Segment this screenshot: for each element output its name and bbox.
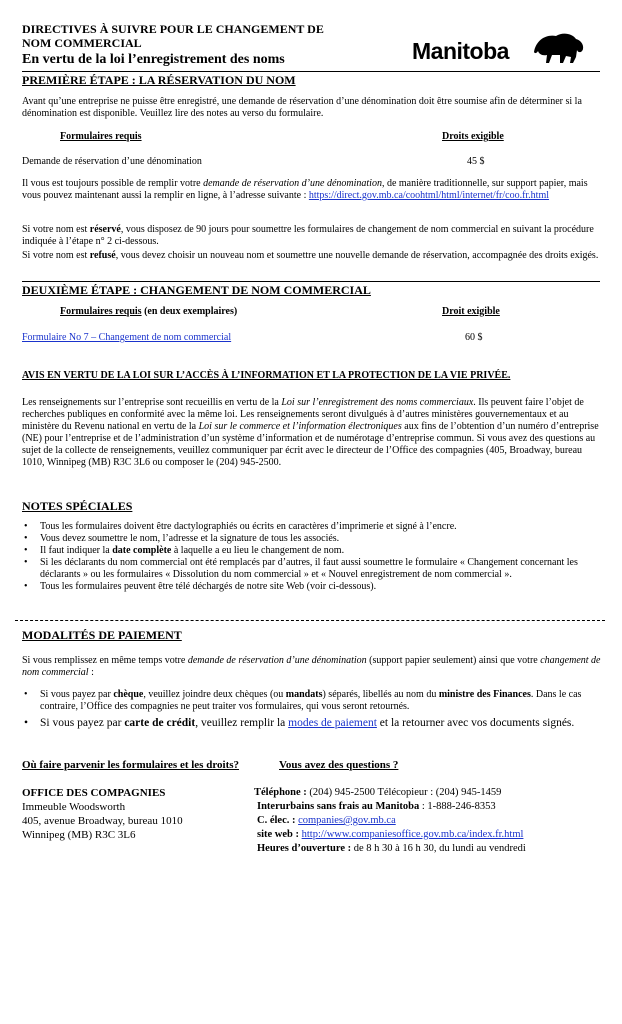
cheque-text-bold3: ministre des Finances xyxy=(438,689,531,700)
note-item3-bold: date complète xyxy=(112,545,172,556)
step1-col-fee: Droits exigible xyxy=(442,131,504,142)
privacy-text-law2: Loi sur le commerce et l’information électroniques xyxy=(198,421,402,432)
phone-label: Téléphone : xyxy=(254,787,307,798)
payment-intro-a: Si vous remplissez en même temps votre xyxy=(22,655,188,666)
note-item: • Tous les formulaires doivent être dactylographiés ou écrits en caractères d’imprimerie et signé à l’encre. xyxy=(22,521,602,533)
privacy-text-law1: Loi sur l’enregistrement des noms commerciaux xyxy=(281,397,474,408)
step1-row-fee: 45 $ xyxy=(467,156,485,167)
address-line: Immeuble Woodsworth xyxy=(22,801,126,813)
cheque-text-a: Si vous payez par xyxy=(40,689,114,700)
reserved-text-a: Si votre nom est xyxy=(22,224,90,235)
doc-title xyxy=(22,22,324,50)
card-text-bold: carte de crédit xyxy=(124,717,196,729)
step1-row-form: Demande de réservation d’une dénomination xyxy=(22,156,202,167)
website-line xyxy=(254,828,526,842)
refused-text-c: , vous devez choisir un nouveau nom et soumettre une nouvelle demande de réservation, accompagnée des droits exigés. xyxy=(115,250,599,261)
cheque-text-bold2: mandats xyxy=(285,689,323,700)
address-line: 405, avenue Broadway, bureau 1010 xyxy=(22,815,183,827)
doc-subtitle: En vertu de la loi l’enregistrement des noms xyxy=(22,52,285,67)
where-heading: Où faire parvenir les formulaires et les droits? xyxy=(22,759,240,771)
step1-col-forms: Formulaires requis xyxy=(60,131,142,142)
office-address xyxy=(22,786,183,842)
website-link[interactable]: http://www.companiesoffice.gov.mb.ca/index.fr.html xyxy=(301,829,524,840)
online-text-italic: demande de réservation d’une dénomination xyxy=(203,178,382,189)
privacy-text-a: Les renseignements sur l’entreprise sont recueillis en vertu de la xyxy=(22,397,282,408)
office-name: OFFICE DES COMPAGNIES xyxy=(22,787,166,799)
card-text-c: , veuillez remplir la xyxy=(195,717,289,729)
payment-cheque-item xyxy=(22,689,602,713)
refused-text-bold: refusé xyxy=(89,250,116,261)
contact-info xyxy=(254,786,526,856)
payment-intro-c: : xyxy=(88,667,94,678)
cheque-text-e: ) séparés, libellés au nom du xyxy=(322,689,439,700)
tollfree-line xyxy=(254,800,526,814)
address-line: Winnipeg (MB) R3C 3L6 xyxy=(22,829,136,841)
notes-list xyxy=(22,521,602,593)
email-label: C. élec. : xyxy=(257,815,296,826)
cheque-text-bold1: chèque xyxy=(113,689,144,700)
note-item: • Vous devez soumettre le nom, l’adresse et la signature de tous les associés. xyxy=(22,533,602,545)
payment-methods-link[interactable]: modes de paiement xyxy=(288,717,377,729)
step1-heading: PREMIÈRE ÉTAPE : LA RÉSERVATION DU NOM xyxy=(22,73,296,87)
note-item: • Si les déclarants du nom commercial ont été remplacés par d’autres, il faut aussi soumettre le formulaire « Changement concernant les déclarants » ou les formulaires « Dissolution du nom commercial » et « Nouvel enregistrement de nom commercial ». xyxy=(22,557,602,581)
payment-list xyxy=(22,689,602,730)
refused-text-a: Si votre nom est xyxy=(22,250,90,261)
bison-icon xyxy=(530,30,586,64)
doc-title-line2: NOM COMMERCIAL xyxy=(22,36,142,50)
step2-col-fee: Droit exigible xyxy=(442,306,500,317)
payment-intro xyxy=(22,655,602,679)
step2-col-forms-label: Formulaires requis xyxy=(60,306,142,317)
note-item: • Tous les formulaires peuvent être télé déchargés de notre site Web (voir ci-dessous). xyxy=(22,581,602,593)
tollfree-number: : 1-888-246-8353 xyxy=(419,801,496,812)
step2-col-forms-note: (en deux exemplaires) xyxy=(141,306,238,317)
step2-col-forms xyxy=(60,306,237,318)
phone-number: (204) 945-2500 Télécopieur : (204) 945-1459 xyxy=(306,787,502,798)
card-text-d: et la retourner avec vos documents signés. xyxy=(376,717,575,729)
payment-intro-b: (support papier seulement) ainsi que votre xyxy=(366,655,541,666)
doc-title-line1: DIRECTIVES À SUIVRE POUR LE CHANGEMENT DE xyxy=(22,22,324,36)
online-reservation-link[interactable]: https://direct.gov.mb.ca/coohtml/html/internet/fr/coo.fr.html xyxy=(308,190,550,201)
note-item3-c: à laquelle a eu lieu le changement de nom. xyxy=(171,545,345,556)
online-text-b: , de manière traditionnelle, sur support papier, mais vous pouvez maintenant aussi la remplir en ligne, à l’adresse suivante : xyxy=(22,178,588,201)
payment-card-item xyxy=(22,716,602,730)
hours-value: de 8 h 30 à 16 h 30, du lundi au vendredi xyxy=(351,843,526,854)
email-line xyxy=(254,814,526,828)
step1-intro: Avant qu’une entreprise ne puisse être enregistré, une demande de réservation d’une dénomination doit être soumise afin de déterminer si la dénomination est disponible. Veuillez lire des notes au verso du formulaire. xyxy=(22,96,582,119)
manitoba-logo-text: Manitoba xyxy=(412,38,509,64)
website-label: site web : xyxy=(257,829,299,840)
privacy-text-c: aux fins de l’obtention d’un numéro d’entreprise (NE) pour l’entreprise et de l’administration d’un système d’information et de numérotage d’entreprise commun. Si vous avez des questions au sujet de la collecte de renseignements, veuillez communiquer par écrit avec le directeur de l’Office des compagnies (405, Broadway, bureau 1010, Winnipeg (MB) R3C 3L6 ou composer le (204) 945-2500. xyxy=(22,421,599,468)
note-item xyxy=(22,545,602,557)
step2-row-fee: 60 $ xyxy=(465,332,483,343)
online-text-a: Il vous est toujours possible de remplir votre xyxy=(22,178,204,189)
notes-heading: NOTES SPÉCIALES xyxy=(22,499,133,513)
manitoba-logo xyxy=(412,30,587,70)
privacy-text xyxy=(22,397,602,469)
payment-intro-italic1: demande de réservation d’une dénomination xyxy=(187,655,367,666)
cheque-text-c: , veuillez joindre deux chèques (ou xyxy=(143,689,286,700)
step1-online-text xyxy=(22,178,602,202)
reserved-text-c: , vous disposez de 90 jours pour soumettre les formulaires de changement de nom commercial en suivant la procédure indiquée à l’étape n° 2 ci-dessous. xyxy=(22,224,594,247)
privacy-text-b: . Ils peuvent faire l’objet de recherches publiques en conformité avec la même loi. Les renseignements seront divulgués à d’autres ministères gouvernementaux et au ministère du Revenu national en vertu de la xyxy=(22,397,584,432)
step2-heading: DEUXIÈME ÉTAPE : CHANGEMENT DE NOM COMMERCIAL xyxy=(22,283,371,297)
email-link[interactable]: companies@gov.mb.ca xyxy=(298,815,396,826)
form-7-link[interactable]: Formulaire No 7 – Changement de nom commercial xyxy=(22,332,232,343)
cheque-text-g: . Dans le cas contraire, l’Office des compagnies ne peut traiter vos formulaires, qui vous seront retournés. xyxy=(40,689,582,712)
questions-heading: Vous avez des questions ? xyxy=(279,759,399,771)
tollfree-label: Interurbains sans frais au Manitoba xyxy=(257,801,420,812)
payment-heading: MODALITÉS DE PAIEMENT xyxy=(22,628,182,642)
reserved-text-bold: réservé xyxy=(89,224,121,235)
privacy-heading: AVIS EN VERTU DE LA LOI SUR L’ACCÈS À L’INFORMATION ET LA PROTECTION DE LA VIE PRIVÉE. xyxy=(22,370,511,381)
note-item3-a: Il faut indiquer la xyxy=(40,545,113,556)
hours-label: Heures d’ouverture : xyxy=(257,843,352,854)
payment-intro-italic2: changement de nom commercial xyxy=(22,655,601,678)
hours-line xyxy=(254,842,526,856)
phone-line xyxy=(254,786,526,800)
card-text-a: Si vous payez par xyxy=(40,717,125,729)
step1-reserved-text xyxy=(22,224,602,248)
step1-refused-text xyxy=(22,250,602,262)
